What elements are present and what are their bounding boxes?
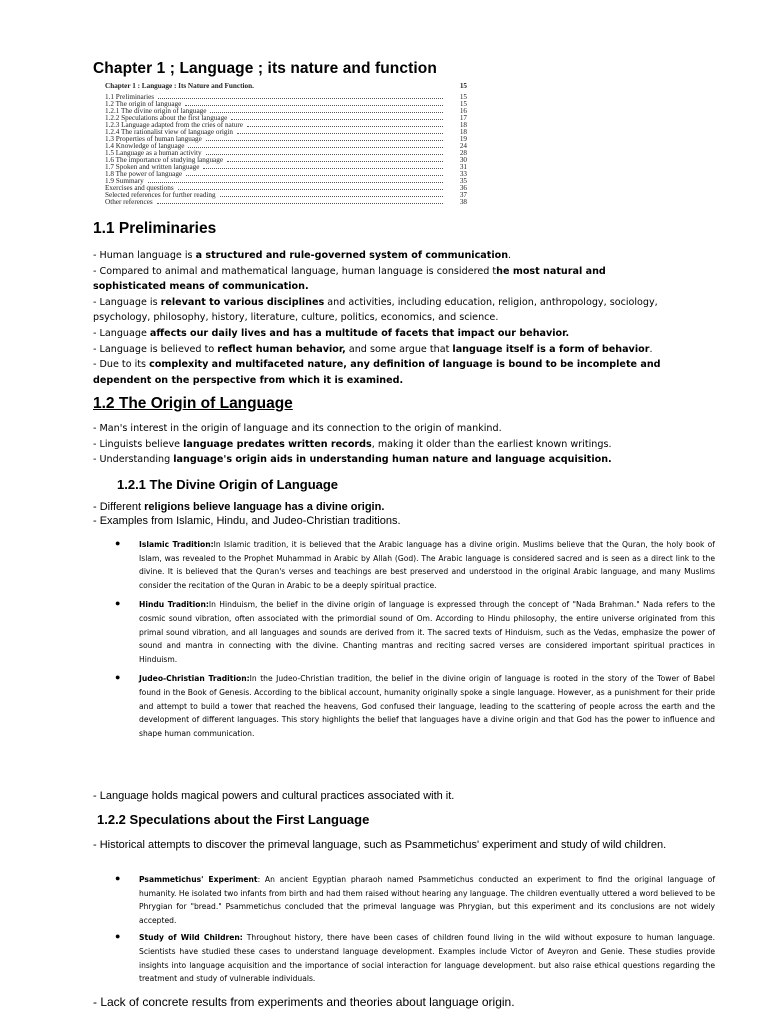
toc-entry-title: 1.2.3 Language adapted from the cries of nature [105,121,243,129]
bold-text: language's origin aids in understanding human nature and language acquisition. [173,454,612,466]
toc-leader [220,195,443,197]
bold-text: affects our daily lives and has a multitude of facets that impact our behavior. [149,327,570,339]
toc-entry-page: 36 [459,184,467,192]
bullet-dot: ● [115,538,121,548]
text-run: - Language is [93,296,161,308]
toc-row [105,171,467,178]
bullet-content [139,873,715,927]
toc-entry-page: 15 [459,100,467,108]
toc-leader [237,132,443,134]
bullet-title: Psammetichus' Experiment [139,875,258,884]
text-run: and some argue that [345,343,453,355]
toc-leader [231,118,443,120]
bullet-text: In the Judeo-Christian tradition, the belief in the divine origin of language is rooted in the story of the Tower of Babel found in the Book of Genesis. According to the biblical account, humanity originally spoke a single language. However, as a punishment for their pride and attempt to build a tower that reached the heavens, God confused their language, leading to the scattering of people across the earth and the development of different languages. This story highlights the belief that languages have a divine origin and that God has the power to influence and shape human communication. [139,674,715,738]
toc-entry-page: 16 [459,107,467,115]
toc-entry-title: 1.6 The importance of studying language [105,156,224,164]
bullet-title: Judeo-Christian Tradition: [139,674,250,684]
bold-text: relevant to various disciplines [160,296,325,308]
bold-text: religions believe language has a divine origin. [144,501,385,513]
toc-entry-page: 18 [459,128,467,136]
body-line [93,514,713,528]
toc-leader [203,167,443,169]
bullet-text: : An ancient Egyptian pharaoh named Psammetichus conducted an experiment to find the original language of humanity. He isolated two infants from birth and had them raised without hearing any language. The children eventually uttered a word believed to be Phrygian for "bread." Psammetichus concluded that the primeval language was Phrygian, but this experiment and its conclusions are not widely accepted. [139,875,715,925]
toc-leader [178,188,443,190]
body-line [93,452,673,468]
toc-entry-page: 33 [459,170,467,178]
text-run: - Examples from Islamic, Hindu, and Judeo-Christian traditions. [93,515,401,527]
bullet-dot: ● [115,598,121,609]
section-1-2-2-intro: - Historical attempts to discover the primeval language, such as Psammetichus' experiment and study of wild children. [93,839,667,851]
toc-entry-page: 17 [459,114,467,122]
toc-entry-title: 1.2.1 The divine origin of language [105,107,207,115]
toc-entry-page: 19 [459,135,467,143]
toc-leader [210,111,443,113]
text-run: , making it older than the earliest known writings. [371,438,612,450]
toc-entry-title: 1.2.4 The rationalist view of language origin [105,128,234,136]
body-line [93,326,673,342]
bullet-item [115,538,715,592]
section-1-2-1-outro: - Language holds magical powers and cultural practices associated with it. [93,790,455,802]
text-run: - Understanding [93,454,174,466]
toc-rows [105,94,467,206]
toc-entry-page: 24 [459,142,467,150]
section-1-2-1-bullets [115,538,715,746]
bullet-text: In Hinduism, the belief in the divine origin of language is expressed through the concept of "Nada Brahman." Nada refers to the cosmic sound vibration, often associated with the primordial sound of Om. According to Hindu philosophy, the entire universe originated from this primal sound vibration, and all languages and sounds are derived from it. The sacred texts of Hinduism, such as the Vedas, emphasize the power of sound and mantra in connecting with the divine. Chanting mantras and reciting sacred verses are considered important spiritual practices in Hinduism. [139,600,715,664]
bullet-content [139,538,715,592]
toc-entry-page: 31 [459,163,467,171]
text-run: - Language [93,327,150,339]
bold-text: a structured and rule-governed system of communication [195,250,509,261]
toc-leader [148,181,443,183]
text-run: - Human language is [93,250,196,261]
toc-entry-title: 1.9 Summary [105,177,144,185]
body-line [93,295,673,326]
section-1-2-2-bullets [115,873,715,990]
toc-entry-page: 15 [459,93,467,101]
text-run: - Due to its [93,359,150,371]
section-1-1-body [93,248,673,388]
toc-entry-page: 38 [459,198,467,206]
section-1-1-heading: 1.1 Preliminaries [93,220,217,237]
bullet-item [115,931,715,985]
toc-leader [206,139,443,141]
body-line [93,421,673,437]
section-1-2-body [93,421,673,468]
bullet-item [115,598,715,666]
text-run: and activities, including education, religion, anthropology, sociology, psychology, philosophy, history, literature, culture, politics, economics, and science. [93,296,658,324]
toc-entry-title: 1.3 Properties of human language [105,135,202,143]
toc-entry-page: 35 [459,177,467,185]
body-line [93,248,673,264]
text-run: - Man's interest in the origin of language and its connection to the origin of mankind. [93,423,502,434]
bold-text: he most natural and sophisticated means of communication. [93,265,606,293]
toc-leader [157,202,443,204]
section-1-2-2-outro: - Lack of concrete results from experiments and theories about language origin. [93,995,515,1009]
toc-entry-title: Selected references for further reading [105,191,216,199]
toc-entry-title: Exercises and questions [105,184,174,192]
toc-row [105,192,467,199]
toc-entry-page: 18 [459,121,467,129]
bullet-dot: ● [115,931,121,942]
section-1-2-heading: 1.2 The Origin of Language [93,395,293,412]
bullet-content [139,598,715,666]
bold-text: reflect human behavior, [217,343,346,355]
text-run: . [649,343,653,355]
toc-entry-page: 37 [459,191,467,199]
toc-entry-title: Other references [105,198,153,206]
toc-entry-page: 30 [459,156,467,164]
bullet-title: Hindu Tradition: [139,600,209,610]
bullet-content [139,931,715,985]
text-run: . [508,250,512,261]
toc-leader [247,125,443,127]
text-run: - Linguists believe [93,438,184,450]
body-line [93,342,673,358]
bullet-item [115,672,715,740]
section-1-2-1-heading: 1.2.1 The Divine Origin of Language [117,477,339,492]
body-line [93,264,673,295]
toc-entry-title: 1.4 Knowledge of language [105,142,185,150]
bullet-title: Islamic Tradition: [139,540,214,549]
toc-leader [227,160,443,162]
toc-entry-title: 1.2 The origin of language [105,100,182,108]
toc-leader [206,153,443,155]
bold-text: complexity and multifaceted nature, any definition of language is bound to be incomplete and dependent on the perspective from which it is examined. [93,359,661,386]
toc-leader [188,146,443,148]
chapter-title: Chapter 1 ; Language ; its nature and function [93,60,437,77]
toc-entry-title: 1.8 The power of language [105,170,183,178]
bullet-item [115,873,715,927]
section-1-2-1-intro [93,500,713,528]
bullet-content [139,672,715,740]
body-line [93,357,673,388]
section-1-2-2-heading: 1.2.2 Speculations about the First Language [97,812,370,827]
toc-entry-page: 28 [459,149,467,157]
toc-title: Chapter 1 : Language : Its Nature and Function. 15 [105,83,467,90]
bullet-dot: ● [115,873,121,883]
toc-scan [105,83,467,213]
bullet-dot: ● [115,672,121,683]
bullet-text: In Islamic tradition, it is believed that the Arabic language has a divine origin. Muslims believe that the Quran, the holy book of Islam, was revealed to the Prophet Muhammad in Arabic by Allah (God). The Arabic language is considered sacred and is seen as a direct link to the divine. It is believed that the Quran's verses and teachings are best preserved and understood in the original Arabic language, and many Muslims consider the recitation of the Quran in Arabic to be a deeply spiritual practice. [139,540,715,590]
text-run: - Language is believed to [93,343,218,355]
toc-row [105,199,467,206]
bullet-text: Throughout history, there have been cases of children found living in the wild without exposure to human language. Scientists have studied these cases to understand language development. Examples include Victor of Aveyron and Genie. These studies provide insights into language acquisition and the importance of social interaction for language development. but also raise ethical questions regarding the treatment and study of vulnerable individuals. [139,933,716,984]
toc-leader [185,104,443,106]
toc-entry-title: 1.2.2 Speculations about the first language [105,114,228,122]
body-line [93,437,673,453]
toc-leader [158,97,443,99]
toc-entry-title: 1.5 Language as a human activity [105,149,202,157]
toc-entry-title: 1.1 Preliminaries [105,93,155,101]
text-run: - Different [93,501,145,513]
bold-text: language itself is a form of behavior [452,343,650,355]
text-run: - Compared to animal and mathematical language, human language is considered t [93,265,497,277]
bullet-title: Study of Wild Children: [139,933,243,943]
toc-leader [186,174,443,176]
toc-entry-title: 1.7 Spoken and written language [105,163,200,171]
body-line [93,500,713,514]
bold-text: language predates written records [183,438,372,450]
